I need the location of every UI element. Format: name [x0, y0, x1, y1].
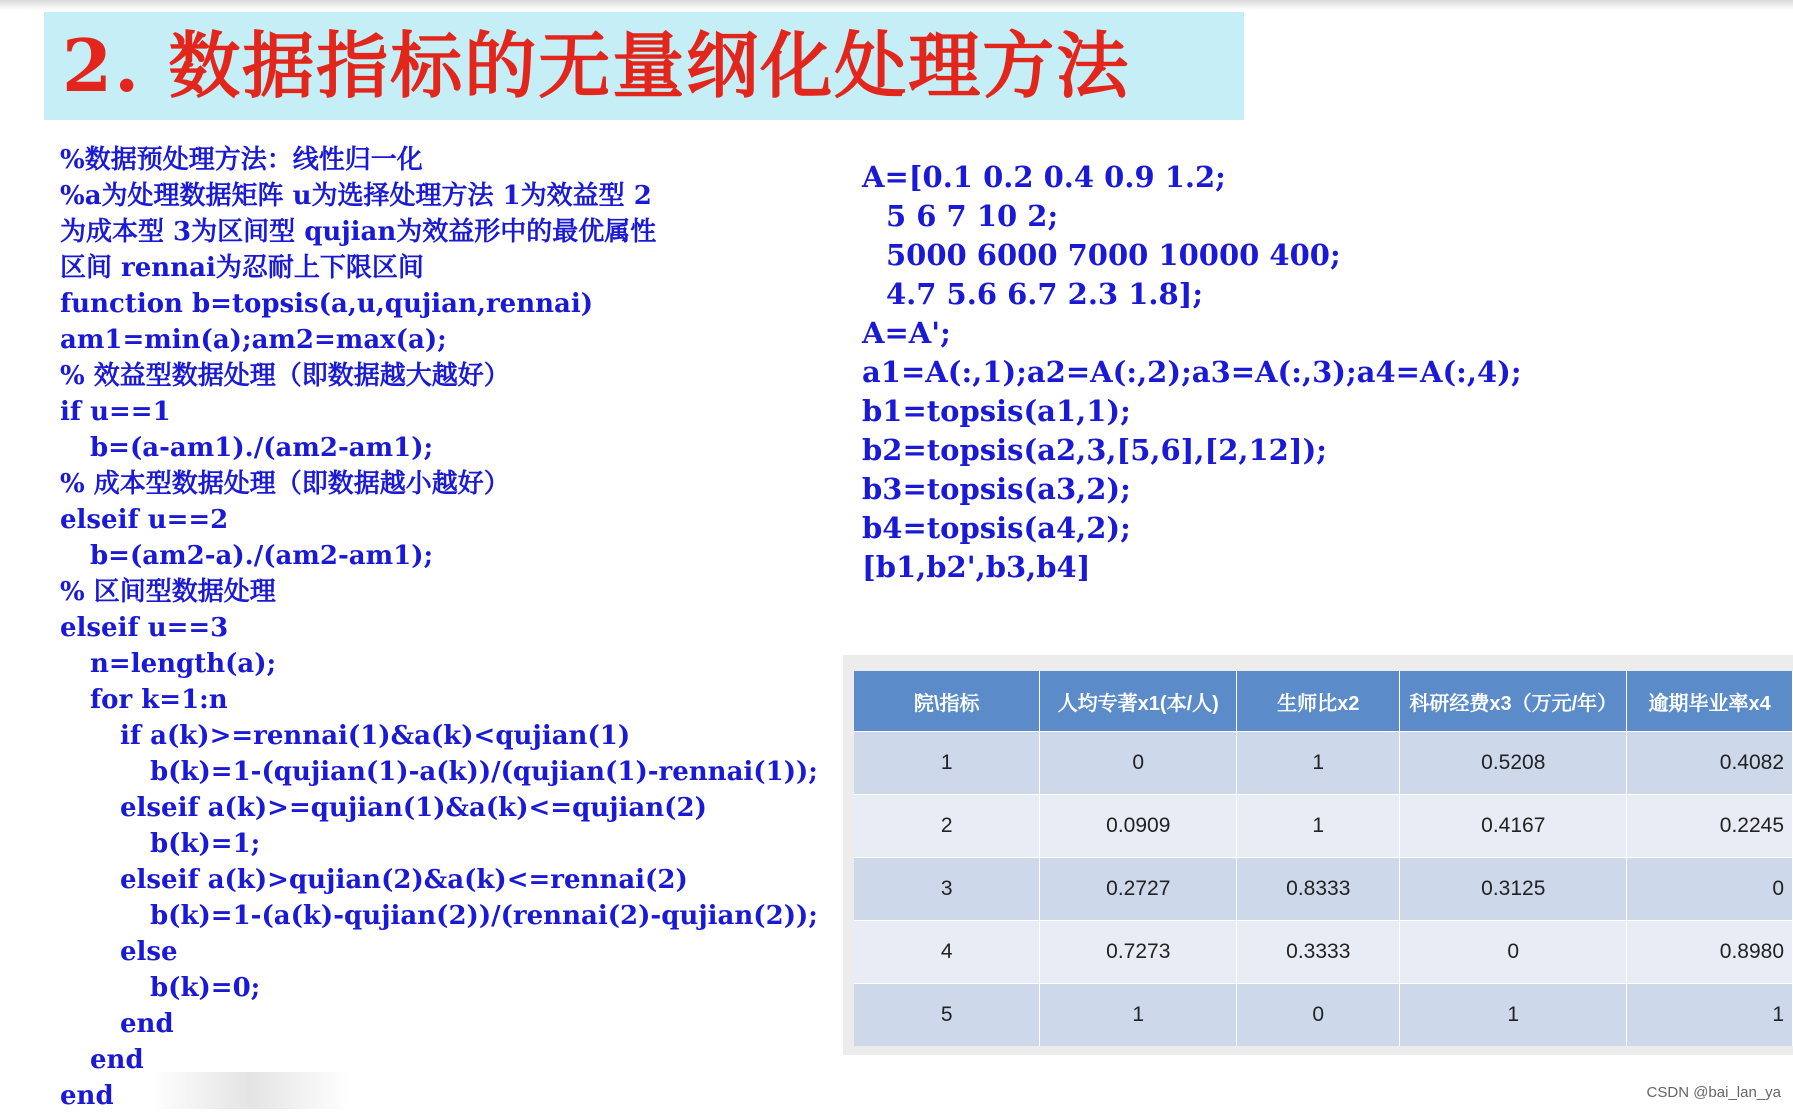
code-line: a1=A(:,1);a2=A(:,2);a3=A(:,3);a4=A(:,4);: [862, 355, 1522, 389]
code-line: b(k)=1-(qujian(1)-a(k))/(qujian(1)-rennai(1));: [150, 757, 818, 787]
table-cell: 0.3125: [1400, 858, 1627, 921]
top-strip: [0, 0, 1793, 10]
table-cell: 4: [854, 921, 1040, 984]
code-line: 区间 rennai为忍耐上下限区间: [60, 253, 424, 283]
code-line: if u==1: [60, 397, 171, 427]
table-row: [854, 795, 1793, 858]
code-line: for k=1:n: [90, 685, 228, 715]
code-line: 4.7 5.6 6.7 2.3 1.8];: [886, 277, 1204, 311]
result-table: [854, 671, 1793, 1046]
result-table-panel: [843, 655, 1793, 1055]
code-line: b=(a-am1)./(am2-am1);: [90, 433, 434, 463]
code-line: 5000 6000 7000 10000 400;: [886, 238, 1341, 272]
table-cell: 1: [1400, 984, 1627, 1047]
table-header-cell: 人均专著x1(本/人): [1040, 671, 1237, 732]
code-block-script: [862, 158, 1622, 587]
code-block-function: [60, 142, 818, 1114]
code-line: else: [120, 937, 178, 967]
table-header-cell: 生师比x2: [1237, 671, 1400, 732]
table-cell: 0.2727: [1040, 858, 1237, 921]
table-header-cell: 科研经费x3（万元/年）: [1400, 671, 1627, 732]
code-line: [b1,b2',b3,b4]: [862, 550, 1091, 584]
table-cell: 1: [1040, 984, 1237, 1047]
code-line: b4=topsis(a4,2);: [862, 511, 1131, 545]
table-cell: 1: [1237, 732, 1400, 795]
table-cell: 0.7273: [1040, 921, 1237, 984]
table-cell: 2: [854, 795, 1040, 858]
code-line: elseif a(k)>=qujian(1)&a(k)<=qujian(2): [120, 793, 707, 823]
code-line: if a(k)>=rennai(1)&a(k)<qujian(1): [120, 721, 631, 751]
table-row: [854, 984, 1793, 1047]
table-body: [854, 732, 1793, 1047]
code-line: 为成本型 3为区间型 qujian为效益形中的最优属性: [60, 217, 657, 247]
code-line: elseif a(k)>qujian(2)&a(k)<=rennai(2): [120, 865, 688, 895]
table-row: [854, 858, 1793, 921]
table-cell: 0: [1237, 984, 1400, 1047]
bottom-blur-artifact: [150, 1072, 350, 1109]
code-line: elseif u==2: [60, 505, 229, 535]
code-line: end: [90, 1045, 144, 1075]
table-cell: 0.8980: [1627, 921, 1793, 984]
table-cell: 0.0909: [1040, 795, 1237, 858]
table-cell: 1: [854, 732, 1040, 795]
code-line: b3=topsis(a3,2);: [862, 472, 1131, 506]
code-line: % 成本型数据处理（即数据越小越好）: [60, 469, 510, 499]
table-cell: 0: [1627, 858, 1793, 921]
code-line: A=[0.1 0.2 0.4 0.9 1.2;: [862, 160, 1226, 194]
table-cell: 0.4167: [1400, 795, 1627, 858]
table-cell: 0: [1400, 921, 1627, 984]
code-line: n=length(a);: [90, 649, 277, 679]
code-line: 5 6 7 10 2;: [886, 199, 1059, 233]
code-line: b(k)=0;: [150, 973, 261, 1003]
slide-title: 2. 数据指标的无量纲化处理方法: [62, 23, 1131, 108]
code-line: % 区间型数据处理: [60, 577, 276, 607]
table-row: [854, 732, 1793, 795]
table-cell: 0: [1040, 732, 1237, 795]
table-cell: 0.5208: [1400, 732, 1627, 795]
code-line: b1=topsis(a1,1);: [862, 394, 1131, 428]
code-line: b(k)=1-(a(k)-qujian(2))/(rennai(2)-qujian(2));: [150, 901, 818, 931]
table-cell: 0.2245: [1627, 795, 1793, 858]
table-row: [854, 921, 1793, 984]
code-line: %数据预处理方法：线性归一化: [60, 145, 423, 175]
table-cell: 1: [1627, 984, 1793, 1047]
code-line: elseif u==3: [60, 613, 229, 643]
table-cell: 0.8333: [1237, 858, 1400, 921]
code-line: b=(am2-a)./(am2-am1);: [90, 541, 434, 571]
code-line: end: [120, 1009, 174, 1039]
table-cell: 0.4082: [1627, 732, 1793, 795]
watermark: CSDN @bai_lan_ya: [1646, 1084, 1781, 1101]
table-cell: 0.3333: [1237, 921, 1400, 984]
code-line: end: [60, 1081, 114, 1111]
title-banner: [44, 12, 1244, 120]
code-line: %a为处理数据矩阵 u为选择处理方法 1为效益型 2: [60, 181, 652, 211]
code-line: % 效益型数据处理（即数据越大越好）: [60, 361, 510, 391]
table-cell: 5: [854, 984, 1040, 1047]
code-line: A=A';: [862, 316, 951, 350]
code-line: function b=topsis(a,u,qujian,rennai): [60, 289, 594, 319]
table-cell: 3: [854, 858, 1040, 921]
code-line: b(k)=1;: [150, 829, 261, 859]
code-line: b2=topsis(a2,3,[5,6],[2,12]);: [862, 433, 1327, 467]
table-cell: 1: [1237, 795, 1400, 858]
code-line: am1=min(a);am2=max(a);: [60, 325, 447, 355]
table-header-cell: 逾期毕业率x4: [1627, 671, 1793, 732]
table-header-row: [854, 671, 1793, 732]
table-header-cell: 院\指标: [854, 671, 1040, 732]
